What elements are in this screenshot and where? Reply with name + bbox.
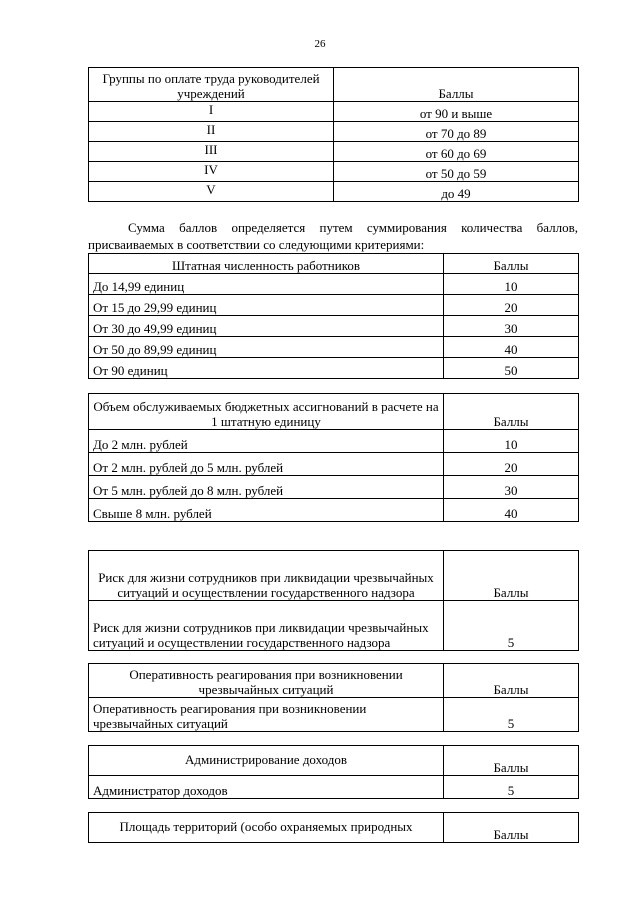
salary-groups-table — [88, 67, 579, 202]
table-cell: До 14,99 единиц — [89, 274, 444, 295]
table-cell: 40 — [444, 499, 579, 522]
table-cell: 10 — [444, 430, 579, 453]
table-cell: 40 — [444, 337, 579, 358]
table6-header-revenue: Администрирование доходов — [89, 746, 444, 776]
table-cell: 50 — [444, 358, 579, 379]
table-cell: от 60 до 69 — [334, 142, 579, 162]
table-cell: От 90 единиц — [89, 358, 444, 379]
budget-allocations-table — [88, 393, 579, 522]
table-cell: От 50 до 89,99 единиц — [89, 337, 444, 358]
table-cell: От 2 млн. рублей до 5 млн. рублей — [89, 453, 444, 476]
table2-header-points: Баллы — [444, 254, 579, 274]
table-cell: IV — [89, 162, 334, 182]
table-cell: 20 — [444, 295, 579, 316]
table-cell: от 90 и выше — [334, 102, 579, 122]
table-cell: 5 — [444, 698, 579, 732]
table4-header-risk: Риск для жизни сотрудников при ликвидации чрезвычайных ситуаций и осуществлении государственного надзора — [89, 551, 444, 601]
life-risk-table — [88, 550, 579, 651]
table2-header-staff: Штатная численность работников — [89, 254, 444, 274]
staff-count-table — [88, 253, 579, 379]
table-cell: Риск для жизни сотрудников при ликвидации чрезвычайных ситуаций и осуществлении государственного надзора — [89, 601, 444, 651]
response-speed-table — [88, 663, 579, 732]
intro-paragraph: Сумма баллов определяется путем суммирования количества баллов, присваиваемых в соответствии со следующими критериями: — [88, 220, 578, 252]
table-cell: 30 — [444, 316, 579, 337]
table-cell: I — [89, 102, 334, 122]
table-cell: от 50 до 59 — [334, 162, 579, 182]
table-cell: 5 — [444, 601, 579, 651]
table-cell: V — [89, 182, 334, 202]
table3-header-budget: Объем обслуживаемых бюджетных ассигнований в расчете на 1 штатную единицу — [89, 394, 444, 430]
territory-area-table — [88, 812, 579, 843]
table-cell: 20 — [444, 453, 579, 476]
table1-header-groups: Группы по оплате труда руководителей учреждений — [89, 68, 334, 102]
table-cell: III — [89, 142, 334, 162]
table1-header-points: Баллы — [334, 68, 579, 102]
table-cell: Свыше 8 млн. рублей — [89, 499, 444, 522]
table-cell: Оперативность реагирования при возникновении чрезвычайных ситуаций — [89, 698, 444, 732]
table-cell: До 2 млн. рублей — [89, 430, 444, 453]
table6-header-points: Баллы — [444, 746, 579, 776]
table-cell: до 49 — [334, 182, 579, 202]
revenue-admin-table — [88, 745, 579, 799]
table-cell: От 15 до 29,99 единиц — [89, 295, 444, 316]
table-cell: Администратор доходов — [89, 776, 444, 799]
table5-header-response: Оперативность реагирования при возникновении чрезвычайных ситуаций — [89, 664, 444, 698]
table-cell: От 5 млн. рублей до 8 млн. рублей — [89, 476, 444, 499]
table-cell: II — [89, 122, 334, 142]
table7-header-points: Баллы — [444, 813, 579, 843]
table5-header-points: Баллы — [444, 664, 579, 698]
table3-header-points: Баллы — [444, 394, 579, 430]
table-cell: От 30 до 49,99 единиц — [89, 316, 444, 337]
table-cell: 10 — [444, 274, 579, 295]
table-cell: 30 — [444, 476, 579, 499]
page-number: 26 — [314, 38, 326, 50]
table4-header-points: Баллы — [444, 551, 579, 601]
table-cell: 5 — [444, 776, 579, 799]
table-cell: от 70 до 89 — [334, 122, 579, 142]
table7-header-area: Площадь территорий (особо охраняемых природных — [89, 813, 444, 843]
